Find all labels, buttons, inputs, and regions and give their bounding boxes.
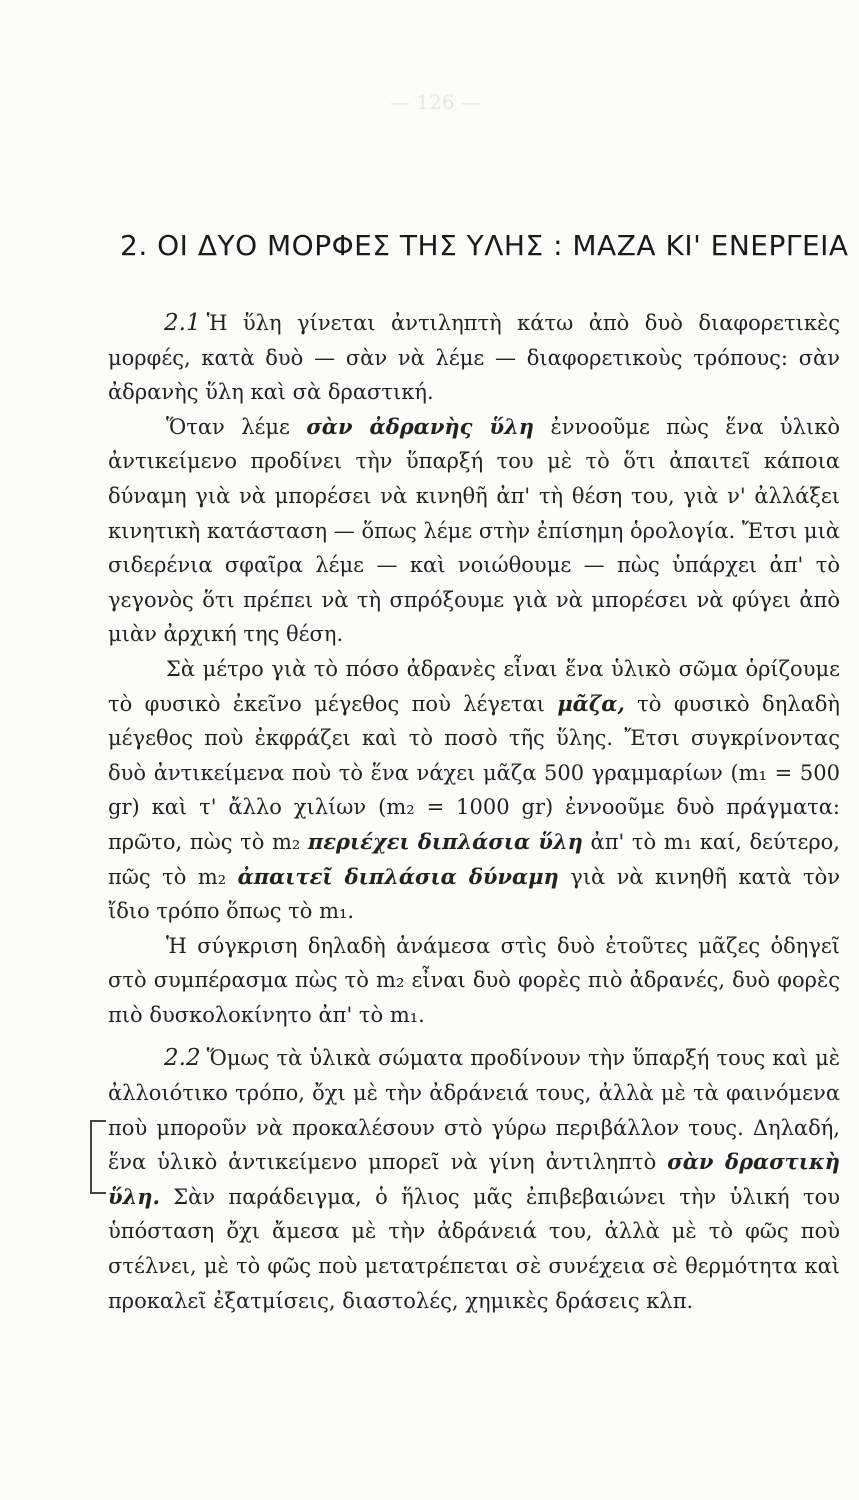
emphasis-mass: μᾶζα, [557, 690, 625, 716]
text-run: ἐννοοῦμε πὼς ἕνα ὑλικὸ ἀντικείμενο προδίνει τὴν ὕπαρξή του μὲ τὸ ὅτι ἀπαιτεῖ κάποια δύναμη γιὰ νὰ μπορέσει νὰ κινηθῆ ἀπ' τὴ θέση του, γιὰ ν' ἀλλάξει κινητικὴ κατάσταση — ὅπως λέμε στὴν ἐπίσημη ὁρολογία. Ἔτσι μιὰ σιδερένια σφαῖρα λέμε — καὶ νοιώθουμε — πὼς ὑπάρχει ἀπ' τὸ γεγονὸς ὅτι πρέπει νὰ τὴ σπρόξουμε γιὰ νὰ μπορέσει νὰ φύγει ἀπὸ μιὰν ἀρχική της θέση. [108, 414, 840, 647]
body-text [108, 306, 840, 1318]
paragraph-text: Ἡ ὕλη γίνεται ἀντιληπτὴ κάτω ἀπὸ δυὸ διαφορετικὲς μορφές, κατὰ δυὸ — σὰν νὰ λέμε — διαφορετικοὺς τρόπους: σὰν ἀδρανὴς ὕλη καὶ σὰ δραστική. [108, 311, 840, 405]
paragraph-comparison: Ἡ σύγκριση δηλαδὴ ἀνάμεσα στὶς δυὸ ἐτοῦτες μᾶζες ὁδηγεῖ στὸ συμπέρασμα πὼς τὸ m₂ εἶναι δυὸ φορὲς πιὸ ἀδρανές, δυὸ φορὲς πιὸ δυσκολοκίνητο ἀπ' τὸ m₁. [108, 933, 840, 1027]
emphasis-inert-matter: σὰν ἀδρανὴς ὕλη [306, 413, 535, 439]
text-run: Ὅταν λέμε [166, 414, 307, 439]
text-run: τὸ φυσικὸ δηλαδὴ μέγεθος ποὺ ἐκφράζει καὶ τὸ ποσὸ τῆς ὕλης. Ἔτσι συγκρίνοντας δυὸ ἀντικείμενα ποὺ τὸ ἕνα νάχει μᾶζα 500 γραμμαρίων (m₁ = 500 gr) καὶ τ' ἄλλο χιλίων (m₂ = 1000 gr) ἐννοοῦμε δυὸ πράγματα: πρῶτο, πὼς τὸ m₂ [108, 691, 840, 854]
paragraph-inert-matter [108, 410, 840, 652]
chapter-heading: 2. ΟΙ ΔΥΟ ΜΟΡΦΕΣ ΤΗΣ ΥΛΗΣ : ΜΑΖΑ ΚΙ' ΕΝΕΡΓΕΙΑ [120, 229, 849, 262]
text-run: Σὰ μέτρο γιὰ τὸ πόσο ἀδρανὲς εἶναι ἕνα ὑλικὸ σῶμα ὁρίζουμε τὸ φυσικὸ ἐκεῖνο μέγεθος ποὺ λέγεται [108, 656, 840, 716]
paragraph-2-2 [108, 1041, 840, 1318]
emphasis-double-matter: περιέχει διπλάσια ὕλη [307, 828, 583, 854]
section-number: 2.1 [164, 310, 201, 336]
show-through-page-number: — 126 — [390, 90, 481, 114]
text-run: Σὰν παράδειγμα, ὁ ἥλιος μᾶς ἐπιβεβαιώνει τὴν ὑλική του ὑπόσταση ὄχι ἄμεσα μὲ τὴν ἀδράνειά του, ἀλλὰ μὲ τὸ φῶς ποὺ στέλνει, μὲ τὸ φῶς ποὺ μετατρέπεται σὲ συνέχεια σὲ θερμότητα καὶ προκαλεῖ ἐξατμίσεις, διαστολές, χημικὲς δράσεις κλπ. [108, 1184, 840, 1313]
text-run: γιὰ νὰ κινηθῆ κατὰ τὸν ἴδιο τρόπο ὅπως τὸ m₁. [108, 864, 840, 924]
emphasis-active-matter: σὰν δραστικὴ ὕλη. [108, 1149, 840, 1209]
paragraph-mass [108, 652, 840, 929]
text-run: Ὅμως τὰ ὑλικὰ σώματα προδίνουν τὴν ὕπαρξή τους καὶ μὲ ἀλλοιότικο τρόπο, ὄχι μὲ τὴν ἀδράνειά τους, ἀλλὰ μὲ τὰ φαινόμενα ποὺ μποροῦν νὰ προκαλέσουν στὸ γύρω περιβάλλον τους. Δηλαδή, ἕνα ὑλικὸ ἀντικείμενο μπορεῖ νὰ γίνη ἀντιληπτὸ [108, 1046, 840, 1175]
emphasis-double-force: ἀπαιτεῖ διπλάσια δύναμη [237, 863, 559, 889]
section-number: 2.2 [164, 1045, 201, 1072]
paragraph-2-1 [108, 306, 840, 410]
text-run: ἀπ' τὸ m₁ καί, δεύτερο, πῶς τὸ m₂ [108, 829, 840, 889]
margin-bracket-mark [90, 1120, 106, 1194]
